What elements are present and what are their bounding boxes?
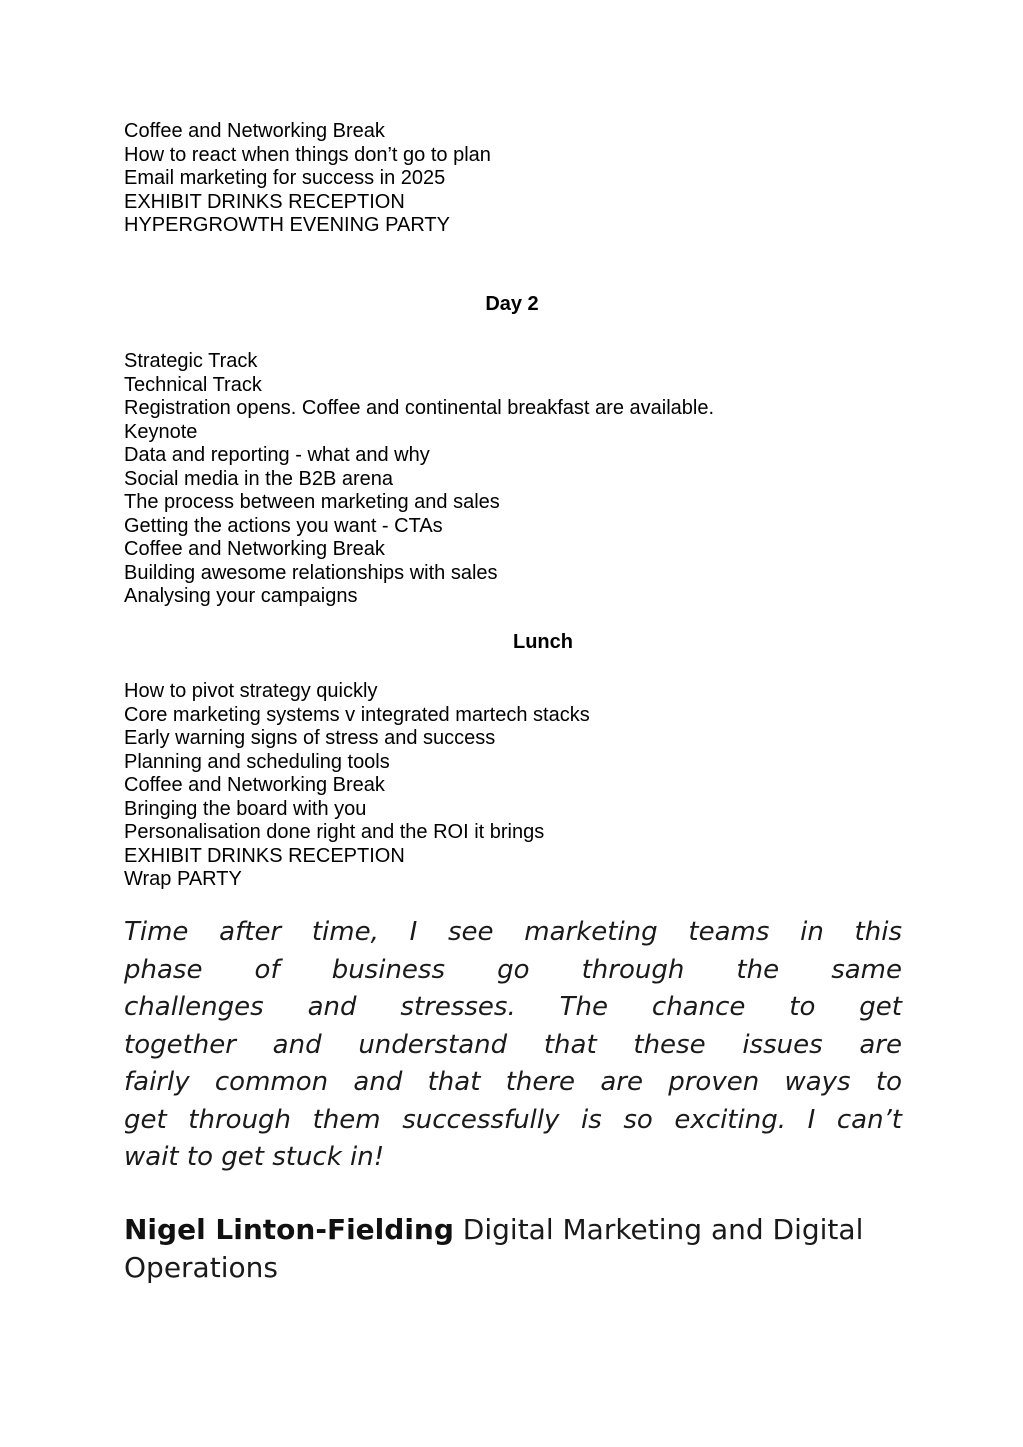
quote-line: challenges and stresses. The chance to get [124, 992, 902, 1022]
agenda-item: Planning and scheduling tools [124, 750, 390, 773]
author-title: Digital Marketing and Digital Operations [124, 1213, 864, 1284]
agenda-day2-afternoon [124, 680, 904, 892]
agenda-item: Coffee and Networking Break [124, 120, 385, 142]
quote-line: Time after time, I see marketing teams in this [124, 917, 902, 947]
lunch-heading: Lunch [513, 631, 573, 653]
quote-line: fairly common and that there are proven ways to [124, 1067, 902, 1097]
quote-line: wait to get stuck in! [124, 1142, 385, 1172]
agenda-day1-evening [124, 120, 904, 238]
agenda-item: Bringing the board with you [124, 797, 367, 820]
agenda-item: Coffee and Networking Break [124, 774, 385, 796]
agenda-item: Analysing your campaigns [124, 585, 358, 607]
agenda-item: How to react when things don’t go to plan [124, 143, 491, 166]
quote-line: phase of business go through the same [124, 954, 902, 985]
agenda-item: Wrap PARTY [124, 868, 242, 890]
agenda-item: Strategic Track [124, 350, 258, 372]
agenda-item: Getting the actions you want - CTAs [124, 514, 443, 537]
agenda-item: Keynote [124, 420, 198, 443]
agenda-item: EXHIBIT DRINKS RECEPTION [124, 190, 405, 213]
agenda-item: Technical Track [124, 373, 262, 396]
quote-attribution [124, 1211, 902, 1287]
agenda-item: Early warning signs of stress and success [124, 727, 496, 749]
day2-heading: Day 2 [485, 293, 539, 315]
author-name: Nigel Linton-Fielding [124, 1213, 454, 1246]
testimonial-quote [124, 914, 902, 1177]
agenda-item: Core marketing systems v integrated martech stacks [124, 703, 590, 726]
quote-line: get through them successfully is so exciting. I can’t [124, 1104, 902, 1135]
agenda-item: How to pivot strategy quickly [124, 680, 378, 702]
quote-line: together and understand that these issues are [124, 1029, 902, 1060]
agenda-item: HYPERGROWTH EVENING PARTY [124, 214, 450, 236]
agenda-item: Social media in the B2B arena [124, 467, 394, 490]
agenda-item: EXHIBIT DRINKS RECEPTION [124, 844, 405, 867]
agenda-item: Coffee and Networking Break [124, 538, 385, 560]
agenda-item: Building awesome relationships with sales [124, 561, 498, 584]
agenda-item: Personalisation done right and the ROI it brings [124, 821, 545, 843]
agenda-day2-morning [124, 350, 904, 609]
agenda-item: Data and reporting - what and why [124, 444, 430, 466]
agenda-item: Registration opens. Coffee and continental breakfast are available. [124, 397, 715, 419]
agenda-item: The process between marketing and sales [124, 491, 500, 513]
agenda-item: Email marketing for success in 2025 [124, 167, 446, 189]
